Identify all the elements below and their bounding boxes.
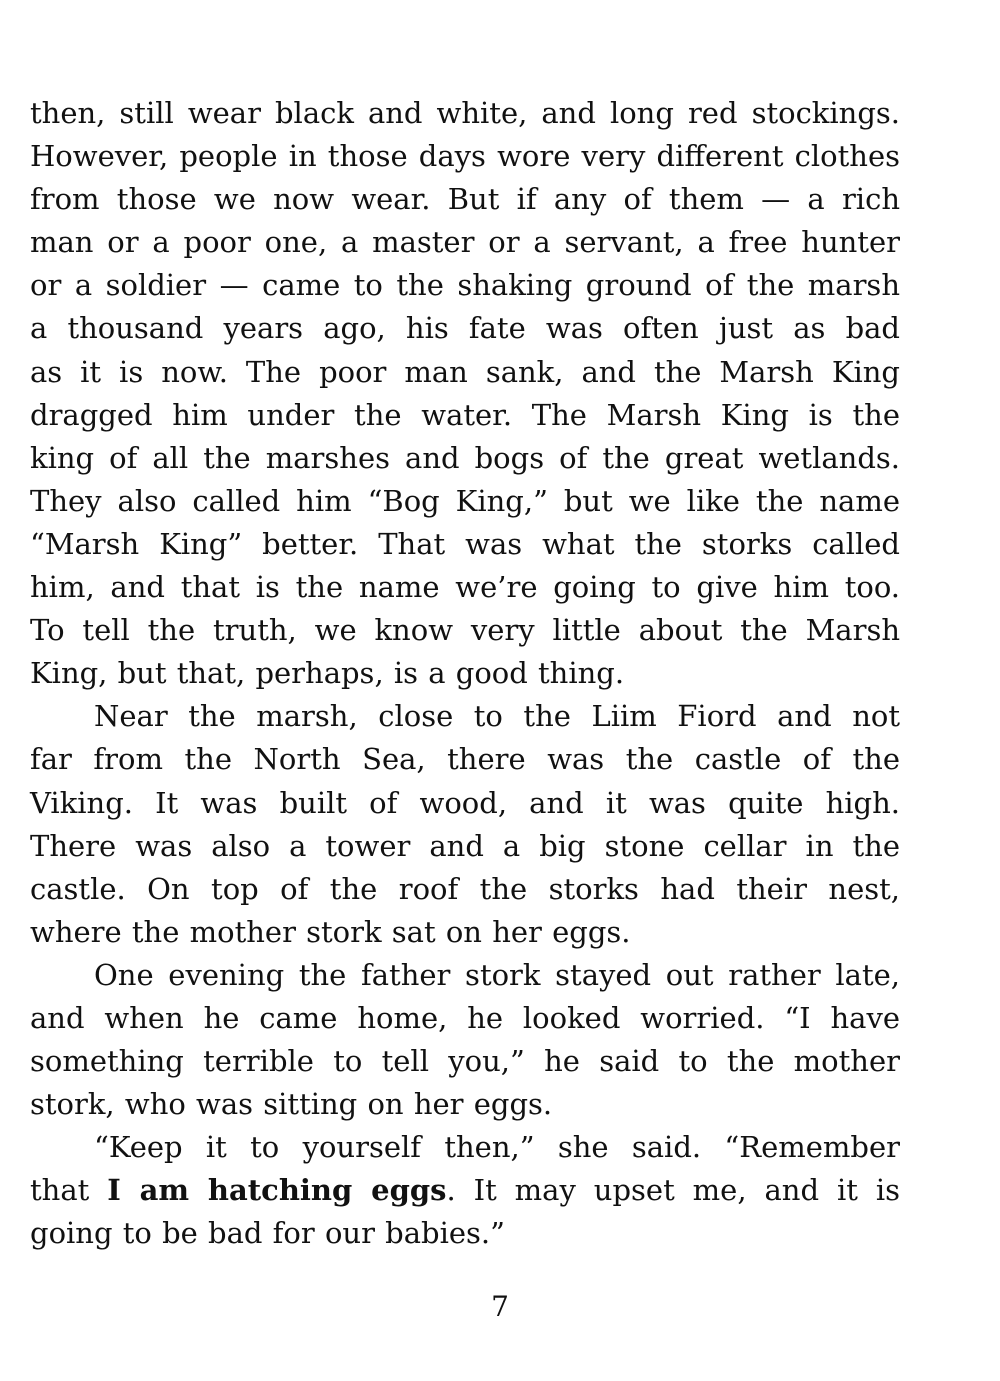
text-line: a thousand years ago, his fate was often just as bad bbox=[30, 311, 900, 346]
text-line: To tell the truth, we know very little about the Marsh bbox=[30, 613, 900, 648]
text-line: where the mother stork sat on her eggs. bbox=[30, 914, 631, 949]
text-line: King, but that, perhaps, is a good thing. bbox=[30, 656, 625, 691]
text-line: and when he came home, he looked worried. “I have bbox=[30, 1000, 900, 1035]
text-line: “Keep it to yourself then,” she said. “Remember bbox=[94, 1130, 900, 1165]
text-line: going to be bad for our babies.” bbox=[30, 1216, 505, 1251]
text-line: “Marsh King” better. That was what the storks called bbox=[30, 526, 900, 561]
text-line: dragged him under the water. The Marsh King is the bbox=[30, 397, 900, 432]
text-line: something terrible to tell you,” he said to the mother bbox=[30, 1044, 900, 1079]
text-line: However, people in those days wore very different clothes bbox=[30, 139, 900, 174]
text-line: from those we now wear. But if any of them — a rich bbox=[30, 182, 900, 217]
text-line: castle. On top of the roof the storks had their nest, bbox=[30, 871, 900, 906]
text-line: Near the marsh, close to the Liim Fiord and not bbox=[94, 699, 900, 734]
text-line: far from the North Sea, there was the castle of the bbox=[30, 742, 900, 777]
text-fragment: that bbox=[30, 1173, 108, 1208]
text-line: Viking. It was built of wood, and it was quite high. bbox=[30, 785, 900, 820]
page-number: 7 bbox=[491, 1290, 509, 1323]
text-line: then, still wear black and white, and long red stockings. bbox=[30, 96, 900, 130]
text-line: king of all the marshes and bogs of the great wetlands. bbox=[30, 440, 900, 475]
bold-phrase: I am hatching eggs bbox=[107, 1173, 447, 1208]
text-fragment: . It may upset me, and it is bbox=[446, 1173, 900, 1208]
text-line: or a soldier — came to the shaking ground of the marsh bbox=[30, 268, 900, 303]
text-line bbox=[30, 1169, 900, 1212]
text-line: One evening the father stork stayed out rather late, bbox=[94, 957, 900, 992]
text-line: as it is now. The poor man sank, and the Marsh King bbox=[30, 354, 900, 389]
body-text bbox=[30, 92, 900, 1256]
text-line: man or a poor one, a master or a servant, a free hunter bbox=[30, 225, 900, 260]
text-line: him, and that is the name we’re going to give him too. bbox=[30, 570, 900, 605]
text-line: They also called him “Bog King,” but we like the name bbox=[30, 483, 900, 518]
text-line: stork, who was sitting on her eggs. bbox=[30, 1087, 553, 1122]
text-line: There was also a tower and a big stone cellar in the bbox=[30, 828, 900, 863]
